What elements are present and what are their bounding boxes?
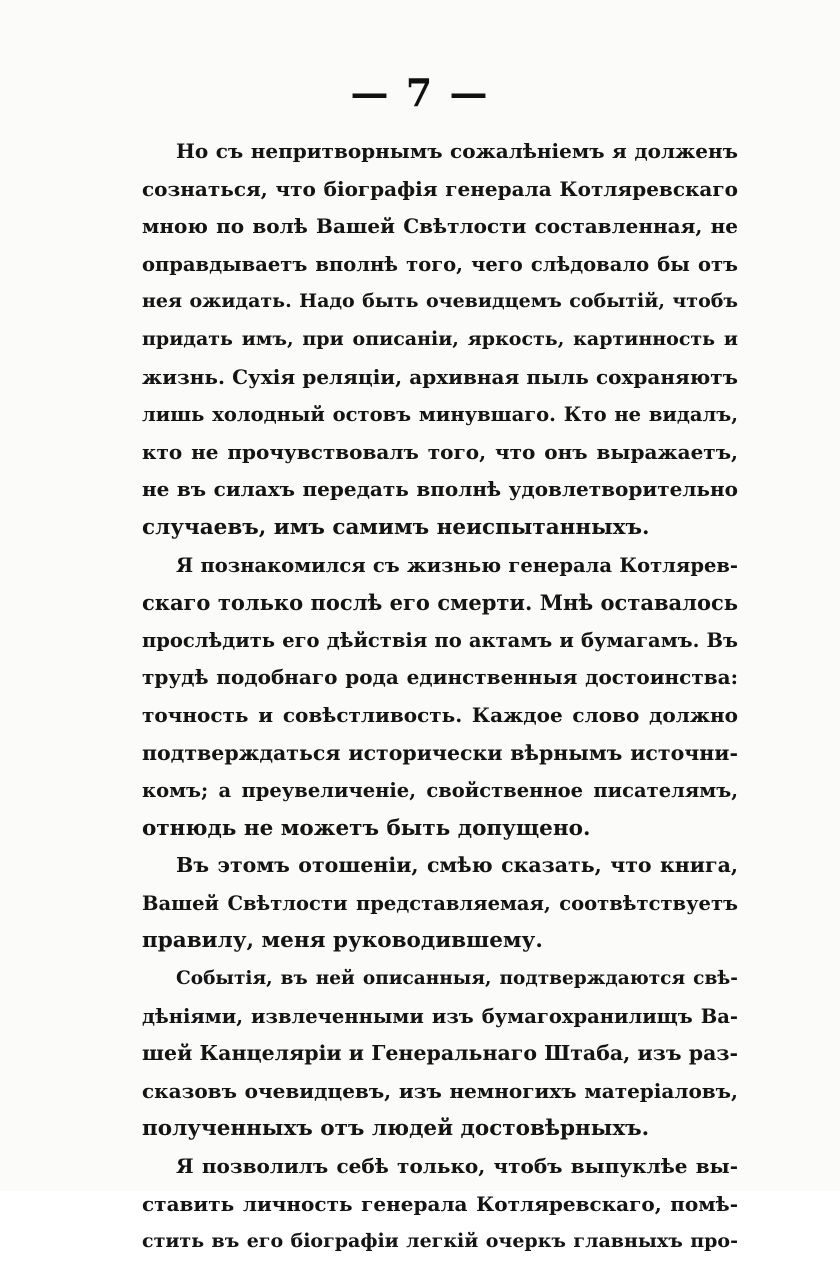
text-line: случаевъ, имъ самимъ неиспытанныхъ.	[142, 514, 650, 540]
text-line: шей Канцеляріи и Генеральнаго Штаба, изъ раз-	[142, 1041, 738, 1066]
text-line: кто не прочувствовалъ того, что онъ выражаетъ,	[142, 439, 738, 464]
text-line: Я позволилъ себѣ только, чтобъ выпуклѣе вы-	[176, 1154, 738, 1179]
text-line: скаго только послѣ его смерти. Мнѣ оставалось	[142, 590, 738, 616]
text-line: трудѣ подобнаго рода единственныя достоинства:	[142, 665, 738, 690]
text-line: ставить личность генерала Котляревскаго, помѣ-	[142, 1191, 738, 1216]
text-line: мною по волѣ Вашей Свѣтлости составленная, не	[142, 214, 738, 239]
text-line: дѣніями, извлеченными изъ бумагохранилищъ Ва-	[142, 1004, 738, 1028]
page-number: — 7 —	[350, 70, 490, 115]
body-text	[142, 133, 738, 1261]
text-line: комъ; а преувеличеніе, свойственное писателямъ,	[142, 779, 738, 803]
text-line: точность и совѣстливость. Каждое слово должно	[142, 702, 738, 727]
text-line: придать имъ, при описаніи, яркость, картинность и	[142, 327, 738, 350]
text-line: отнюдь не можетъ быть допущено.	[142, 815, 591, 841]
text-line: полученныхъ отъ людей достовѣрныхъ.	[142, 1116, 650, 1142]
text-line: прослѣдить его дѣйствія по актамъ и бумагамъ. Въ	[142, 628, 738, 652]
text-line: Въ этомъ отошеніи, смѣю сказать, что книга,	[176, 853, 738, 878]
text-line: Я познакомился съ жизнью генерала Котлярев-	[176, 553, 738, 577]
text-line: лишь холодный остовъ минувшаго. Кто не видалъ,	[142, 403, 738, 427]
text-line: стить въ его біографіи легкій очеркъ главныхъ про-	[142, 1230, 738, 1253]
text-line: правилу, меня руководившему.	[142, 928, 543, 954]
text-line: сказовъ очевидцевъ, изъ немногихъ матеріаловъ,	[142, 1078, 738, 1103]
text-line: Но съ непритворнымъ сожалѣніемъ я долженъ	[176, 139, 738, 163]
text-line: не въ силахъ передать вполнѣ удовлетворительно	[142, 477, 738, 502]
text-line: Событія, въ ней описанныя, подтверждаются свѣ-	[176, 968, 738, 990]
text-line: жизнь. Сухія реляціи, архивная пыль сохраняютъ	[142, 364, 738, 389]
text-line: оправдываетъ вполнѣ того, чего слѣдовало бы отъ	[142, 252, 738, 276]
text-line: подтверждаться исторически вѣрнымъ источни-	[142, 740, 738, 765]
text-line: нея ожидать. Надо быть очевидцемъ событій, чтобъ	[142, 290, 738, 313]
text-line: Вашей Свѣтлости представляемая, соотвѣтствуетъ	[142, 891, 738, 915]
text-line: сознаться, что біографія генерала Котляревскаго	[142, 176, 738, 201]
